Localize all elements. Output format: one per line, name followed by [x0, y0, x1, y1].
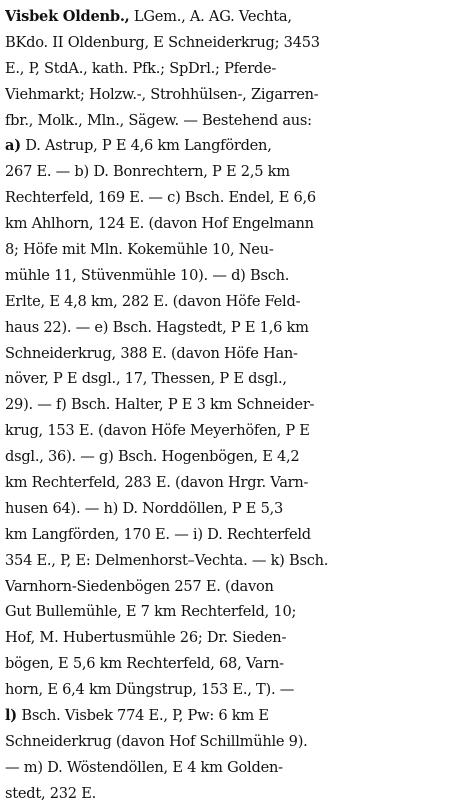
text-line-21: km Langförden, 170 E. — i) D. Rechterfeld — [5, 525, 311, 543]
text-line-19: km Rechterfeld, 283 E. (davon Hrgr. Varn- — [5, 474, 309, 492]
text-line-27: horn, E 6,4 km Düngstrup, 153 E., T). — — [5, 681, 295, 699]
line-text: D. Astrup, P E 4,6 km Langförden, — [20, 137, 272, 155]
text-line-9: km Ahlhorn, 124 E. (davon Hof Engelmann — [5, 215, 314, 233]
line-text: LGem., A. AG. Vechta, — [129, 8, 292, 25]
text-line-5: fbr., Molk., Mln., Sägew. — Bestehend aus: — [5, 111, 312, 129]
text-line-13: haus 22). — e) Bsch. Hagstedt, P E 1,6 km — [5, 318, 309, 336]
text-line-2: BKdo. II Oldenburg, E Schneiderkrug; 3453 — [5, 33, 320, 51]
line-text: Bsch. Visbek 774 E., P, Pw: 6 km E — [16, 707, 269, 725]
text-line-16: 29). — f) Bsch. Halter, P E 3 km Schneider- — [5, 396, 315, 414]
text-line-8: Rechterfeld, 169 E. — c) Bsch. Endel, E 6,6 — [5, 189, 316, 207]
text-line-14: Schneiderkrug, 388 E. (davon Höfe Han- — [5, 344, 298, 362]
text-line-29: Schneiderkrug (davon Hof Schillmühle 9). — [5, 732, 308, 750]
text-line-7: 267 E. — b) D. Bonrechtern, P E 2,5 km — [5, 163, 290, 181]
text-line-31: stedt, 232 E. — [5, 784, 97, 802]
text-line-23: Varnhorn-Siedenbögen 257 E. (davon — [5, 577, 274, 595]
text-line-10: 8; Höfe mit Mln. Kokemühle 10, Neu- — [5, 241, 274, 259]
text-line-26: bögen, E 5,6 km Rechterfeld, 68, Varn- — [5, 655, 284, 673]
text-line-24: Gut Bullemühle, E 7 km Rechterfeld, 10; — [5, 603, 297, 621]
section-letter: l) — [5, 707, 17, 725]
text-line-3: E., P, StdA., kath. Pfk.; SpDrl.; Pferde- — [5, 59, 277, 77]
text-line-20: husen 64). — h) D. Norddöllen, P E 5,3 — [5, 499, 284, 517]
text-line-12: Erlte, E 4,8 km, 282 E. (davon Höfe Feld- — [5, 292, 301, 310]
text-line-30: — m) D. Wöstendöllen, E 4 km Golden- — [5, 758, 283, 776]
text-line-4: Viehmarkt; Holzw.-, Strohhülsen-, Zigarren- — [5, 85, 319, 103]
text-line-17: krug, 153 E. (davon Höfe Meyerhöfen, P E — [5, 422, 310, 440]
text-line-15: növer, P E dsgl., 17, Thessen, P E dsgl., — [5, 370, 287, 388]
text-line-22: 354 E., P, E: Delmenhorst–Vechta. — k) Bsch. — [5, 551, 329, 569]
section-letter: a) — [5, 137, 21, 155]
text-line-18: dsgl., 36). — g) Bsch. Hogenbögen, E 4,2 — [5, 448, 300, 466]
text-line-6 — [5, 133, 454, 159]
text-line-11: mühle 11, Stüvenmühle 10). — d) Bsch. — [5, 266, 290, 284]
text-line-1 — [5, 4, 454, 30]
text-line-28 — [5, 703, 454, 729]
entry-headword: Visbek Oldenb., — [5, 8, 130, 25]
text-line-25: Hof, M. Hubertusmühle 26; Dr. Sieden- — [5, 629, 287, 647]
